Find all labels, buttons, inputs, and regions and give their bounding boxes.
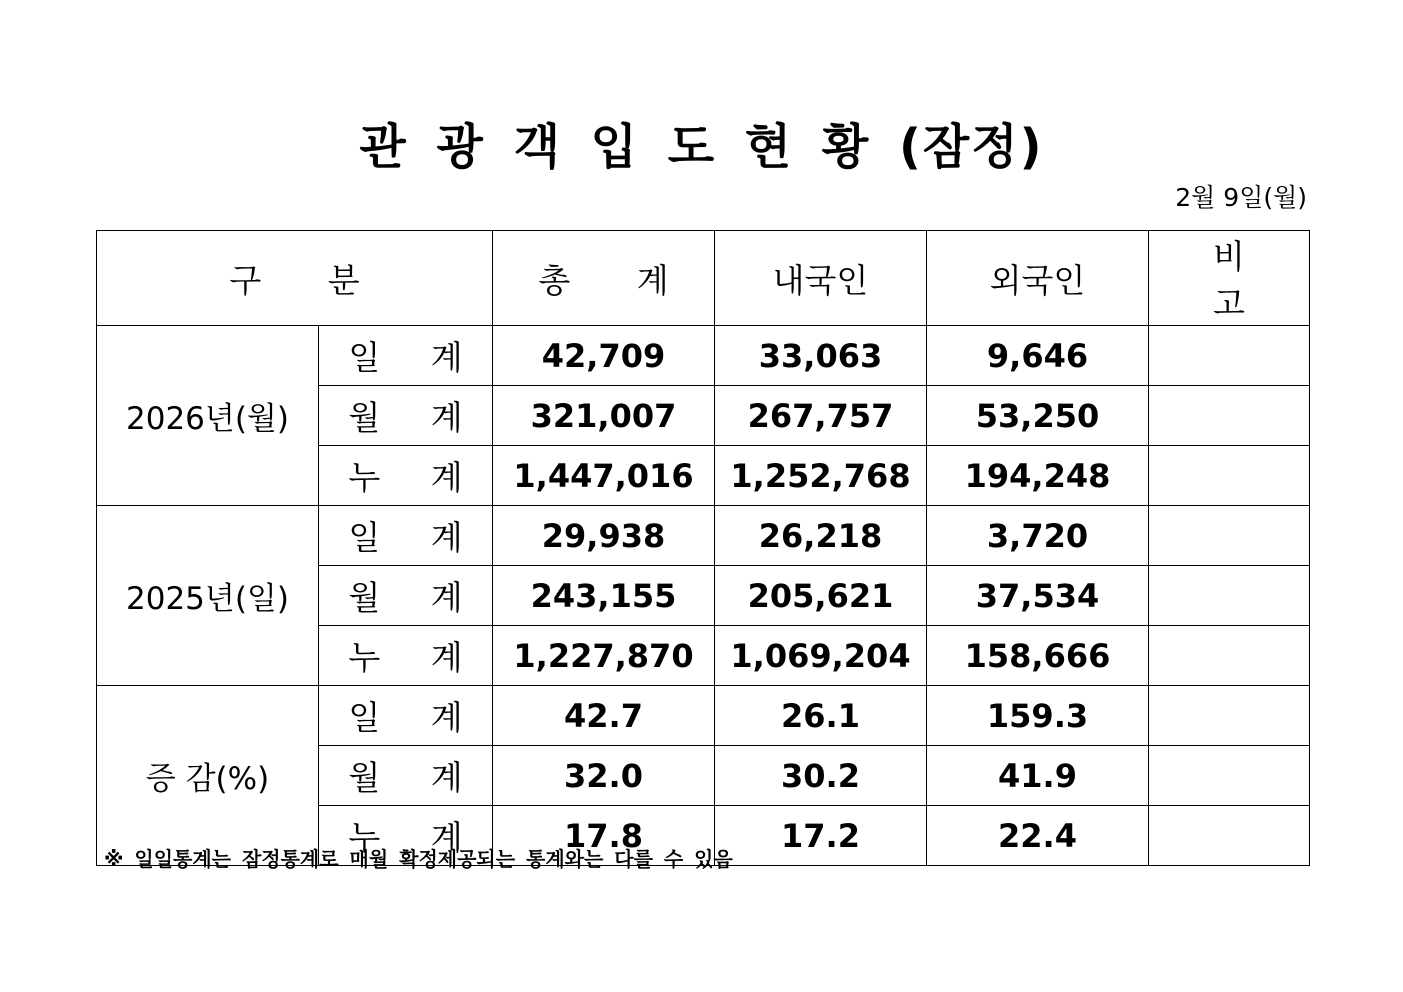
group-label-change: 증 감(%) xyxy=(97,686,319,866)
domestic-cell: 26,218 xyxy=(715,506,927,566)
total-cell: 1,227,870 xyxy=(493,626,715,686)
foreign-cell: 158,666 xyxy=(927,626,1149,686)
total-cell: 42.7 xyxy=(493,686,715,746)
domestic-cell: 205,621 xyxy=(715,566,927,626)
total-cell: 29,938 xyxy=(493,506,715,566)
domestic-cell: 17.2 xyxy=(715,806,927,866)
total-cell: 32.0 xyxy=(493,746,715,806)
foreign-cell: 22.4 xyxy=(927,806,1149,866)
row-label: 일 계 xyxy=(319,326,493,386)
remarks-cell xyxy=(1149,506,1310,566)
foreign-cell: 53,250 xyxy=(927,386,1149,446)
remarks-cell xyxy=(1149,626,1310,686)
remarks-cell xyxy=(1149,806,1310,866)
table-row xyxy=(97,506,1310,566)
table-row xyxy=(97,686,1310,746)
foreign-cell: 41.9 xyxy=(927,746,1149,806)
group-label-2025: 2025년(일) xyxy=(97,506,319,686)
row-label: 일 계 xyxy=(319,686,493,746)
row-label: 누 계 xyxy=(319,806,493,866)
row-label: 누 계 xyxy=(319,446,493,506)
foreign-cell: 159.3 xyxy=(927,686,1149,746)
remarks-cell xyxy=(1149,326,1310,386)
page-title: 관 광 객 입 도 현 황 (잠정) xyxy=(359,119,1044,175)
domestic-cell: 30.2 xyxy=(715,746,927,806)
footnote: ※ 일일통계는 잠정통계로 매월 확정제공되는 통계와는 다를 수 있음 xyxy=(104,847,733,871)
remarks-cell xyxy=(1149,746,1310,806)
row-label: 누 계 xyxy=(319,626,493,686)
row-label: 일 계 xyxy=(319,506,493,566)
row-label: 월 계 xyxy=(319,746,493,806)
row-label: 월 계 xyxy=(319,386,493,446)
domestic-cell: 267,757 xyxy=(715,386,927,446)
foreign-cell: 37,534 xyxy=(927,566,1149,626)
total-cell: 243,155 xyxy=(493,566,715,626)
header-remarks: 비 고 xyxy=(1149,231,1310,326)
table-header-row xyxy=(97,231,1310,326)
row-label: 월 계 xyxy=(319,566,493,626)
header-category: 구 분 xyxy=(97,231,493,326)
remarks-cell xyxy=(1149,566,1310,626)
total-cell: 321,007 xyxy=(493,386,715,446)
domestic-cell: 26.1 xyxy=(715,686,927,746)
total-cell: 17.8 xyxy=(493,806,715,866)
foreign-cell: 3,720 xyxy=(927,506,1149,566)
remarks-cell xyxy=(1149,386,1310,446)
report-date: 2월 9일(월) xyxy=(1175,183,1307,212)
table-row xyxy=(97,326,1310,386)
domestic-cell: 1,069,204 xyxy=(715,626,927,686)
foreign-cell: 194,248 xyxy=(927,446,1149,506)
foreign-cell: 9,646 xyxy=(927,326,1149,386)
tourist-arrivals-table xyxy=(96,230,1310,866)
domestic-cell: 1,252,768 xyxy=(715,446,927,506)
total-cell: 1,447,016 xyxy=(493,446,715,506)
remarks-cell xyxy=(1149,686,1310,746)
header-foreign: 외국인 xyxy=(927,231,1149,326)
group-label-2026: 2026년(월) xyxy=(97,326,319,506)
remarks-cell xyxy=(1149,446,1310,506)
total-cell: 42,709 xyxy=(493,326,715,386)
header-total: 총 계 xyxy=(493,231,715,326)
header-domestic: 내국인 xyxy=(715,231,927,326)
domestic-cell: 33,063 xyxy=(715,326,927,386)
